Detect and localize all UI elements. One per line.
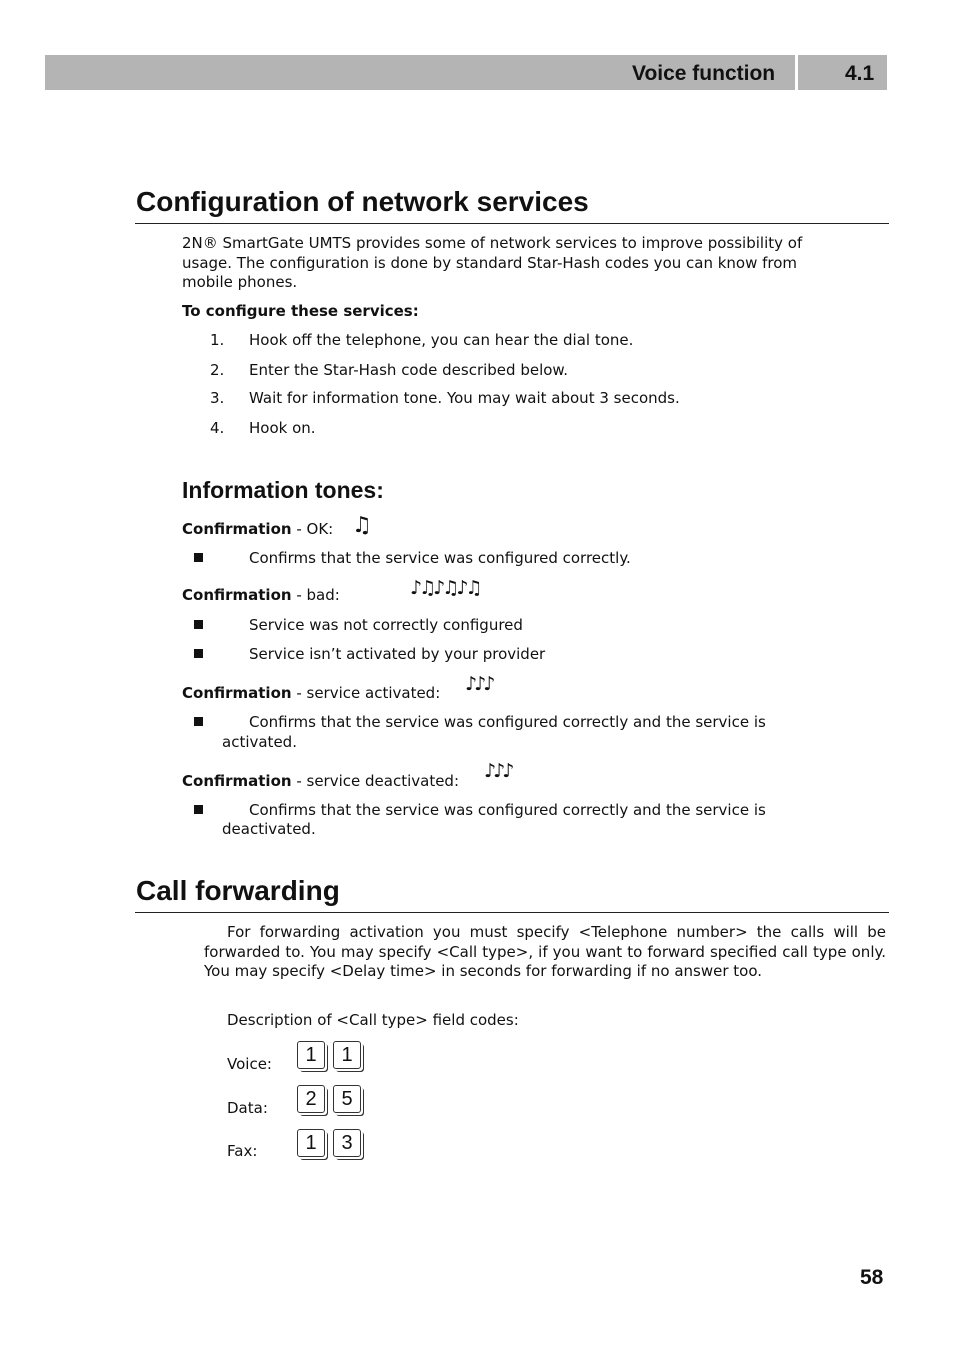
tone-bullet-text: Service isn’t activated by your provider — [249, 645, 546, 663]
six-notes-icon: ♪♫♪♫♪♫ — [410, 577, 480, 599]
config-heading: Configuration of network services — [136, 186, 589, 217]
tone-bullet-text: Confirms that the service was configured correctly and the service is — [249, 801, 766, 819]
tone-desc: - bad: — [291, 586, 340, 604]
key-icon: 3 — [333, 1129, 361, 1157]
code-label-data: Data: — [227, 1099, 268, 1117]
two-notes-icon: ♫ — [352, 512, 369, 538]
config-heading-rule — [135, 223, 889, 224]
tone-label: Confirmation — [182, 684, 292, 702]
step-text: Hook off the telephone, you can hear the dial tone. — [249, 331, 634, 349]
tone-bullet-continuation: activated. — [222, 733, 297, 751]
config-intro-line-1: 2N® SmartGate UMTS provides some of network services to improve possibility of — [182, 234, 803, 252]
step-text: Wait for information tone. You may wait about 3 seconds. — [249, 389, 680, 407]
tone-deactivated-label — [182, 772, 459, 792]
tone-bullet-text: Service was not correctly configured — [249, 616, 523, 634]
step-number: 4. — [210, 419, 225, 437]
section-number: 4.1 — [845, 62, 875, 85]
tone-desc: - OK: — [291, 520, 334, 538]
step-number: 3. — [210, 389, 225, 407]
bullet-icon — [194, 805, 203, 814]
forwarding-paragraph: For forwarding activation you must specify <Telephone number> the calls will be forwarded to. You may specify <Call type>, if you want to forward specified call type only. You may specify <Delay time> in seconds for forwarding if no answer too. — [204, 923, 886, 980]
steps-heading: To configure these services: — [182, 302, 419, 320]
tone-activated-label — [182, 684, 440, 704]
bullet-icon — [194, 553, 203, 562]
step-number: 2. — [210, 361, 225, 379]
page-number: 58 — [860, 1266, 884, 1289]
tone-bullet-text: Confirms that the service was configured correctly. — [249, 549, 631, 567]
forwarding-heading: Call forwarding — [136, 875, 340, 906]
rising-notes-icon: ♪♪♪ — [465, 673, 493, 695]
tone-bullet-continuation: deactivated. — [222, 820, 316, 838]
key-icon: 1 — [333, 1041, 361, 1069]
tone-bullet-text: Confirms that the service was configured correctly and the service is — [249, 713, 766, 731]
code-label-voice: Voice: — [227, 1055, 272, 1073]
config-intro-line-3: mobile phones. — [182, 273, 298, 291]
key-icon: 2 — [297, 1085, 325, 1113]
tone-label: Confirmation — [182, 586, 292, 604]
tone-ok-label — [182, 520, 333, 540]
tone-bad-label — [182, 586, 340, 606]
code-label-fax: Fax: — [227, 1142, 258, 1160]
step-text: Hook on. — [249, 419, 316, 437]
bullet-icon — [194, 717, 203, 726]
config-intro-line-2: usage. The configuration is done by standard Star-Hash codes you can know from — [182, 254, 798, 272]
codes-intro: Description of <Call type> field codes: — [227, 1011, 519, 1029]
section-title: Voice function — [632, 62, 776, 85]
bullet-icon — [194, 649, 203, 658]
step-text: Enter the Star-Hash code described below. — [249, 361, 569, 379]
key-icon: 1 — [297, 1129, 325, 1157]
tone-desc: - service activated: — [291, 684, 441, 702]
key-icon: 1 — [297, 1041, 325, 1069]
tone-label: Confirmation — [182, 520, 292, 538]
tone-label: Confirmation — [182, 772, 292, 790]
falling-notes-icon: ♪♪♪ — [484, 760, 512, 782]
tones-heading: Information tones: — [182, 477, 384, 503]
forwarding-heading-rule — [135, 912, 889, 913]
step-number: 1. — [210, 331, 225, 349]
bullet-icon — [194, 620, 203, 629]
tone-desc: - service deactivated: — [291, 772, 460, 790]
key-icon: 5 — [333, 1085, 361, 1113]
